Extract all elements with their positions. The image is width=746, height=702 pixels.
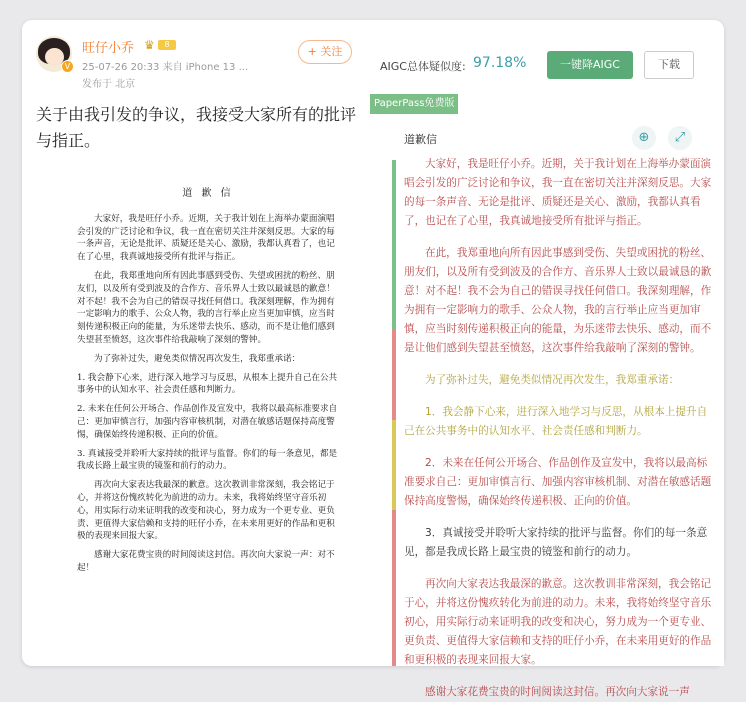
indicator-segment <box>392 330 396 420</box>
zoom-in-icon[interactable]: ⊕ <box>632 126 656 150</box>
letter-paragraph: 在此，我郑重地向所有因此事感到受伤、失望或困扰的粉丝、朋友们，以及所有受到波及的合作方、音乐界人士致以最诚恳的歉意！对不起！我不会为自己的错误寻找任何借口。我深刻理解，作为拥有一定影响力的歌手、公众人物，我的言行举止应当更加审慎，应当时刻传递积极正向的能量，为乐迷带去快乐、感动，而不是让他们感到失望甚至愤怒，这次事件给我敲响了深刻的警钟。 <box>77 270 335 345</box>
doc-paragraph: 在此，我郑重地向所有因此事感到受伤、失望或困扰的粉丝、朋友们，以及所有受到波及的合作方、音乐界人士致以最诚恳的歉意！对不起！我不会为自己的错误寻找任何借口。我深刻理解，作为拥有一定影响力的歌手、公众人物，我的言行举止应当更加审慎，应当时刻传递积极正向的能量，为乐迷带去快乐、感动，而不是让他们感到失望甚至愤怒，这次事件给我敲响了深刻的警钟。 <box>404 247 712 354</box>
letter-paragraph: 3. 真诚接受并聆听大家持续的批评与监督。你们的每一条意见，都是我成长路上最宝贵的镜鉴和前行的动力。 <box>77 448 338 472</box>
letter-paragraph: 1. 我会静下心来，进行深入地学习与反思，从根本上提升自己在公共事务中的认知水平、社会责任感和判断力。 <box>77 372 338 396</box>
indicator-segment <box>392 510 396 666</box>
aigc-detection-panel <box>370 42 724 698</box>
post-meta: 25-07-26 20:33 来自 iPhone 13 ... <box>82 62 249 73</box>
verified-badge-icon: V <box>61 60 74 73</box>
post-location: 发布于 北京 <box>82 79 136 90</box>
apology-letter-image[interactable] <box>77 188 339 658</box>
letter-paragraph: 大家好，我是旺仔小乔。近期，关于我计划在上海举办蒙面演唱会引发的广泛讨论和争议，我一直在密切关注并深刻反思。大家的每一条声音，无论是批评、质疑还是关心、激励，我都认真看了，也记在了心里，我真诚地接受所有批评与指正。 <box>77 213 335 263</box>
weibo-post-card <box>22 20 724 698</box>
aigc-score-value: 97.18% <box>473 55 527 71</box>
doc-paragraph: 大家好，我是旺仔小乔。近期，关于我计划在上海举办蒙面演唱会引发的广泛讨论和争议，我一直在密切关注并深刻反思。大家的每一条声音、无论是批评、质疑还是关心、激励，我都认真看了，也记在了心里，我真诚地接受所有批评与指正。 <box>404 158 712 227</box>
post-text: 关于由我引发的争议，我接受大家所有的批评与指正。 <box>36 105 357 150</box>
indicator-segment <box>392 420 396 510</box>
doc-title: 道歉信 <box>404 133 437 146</box>
download-button[interactable]: 下载 <box>644 51 694 79</box>
aigc-score-label: AIGC总体疑似度: <box>380 60 466 73</box>
doc-paragraph: 1．我会静下心来，进行深入地学习与反思，从根本上提升自己在公共事务中的认知水平、社会责任感和判断力。 <box>404 406 708 437</box>
level-badge: 8 <box>158 40 176 50</box>
paperpass-tag: PaperPass免费版 <box>370 94 458 114</box>
reduce-aigc-button[interactable]: 一键降AIGC <box>547 51 633 79</box>
doc-paragraph: 感谢大家花费宝贵的时间阅读这封信。再次向大家说一声 <box>425 686 690 698</box>
letter-title: 道 歉 信 <box>182 188 234 199</box>
doc-paragraph: 再次向大家表达我最深的歉意。这次教训非常深刻，我会铭记于心，并将这份愧疚转化为前进的动力。未来，我将始终坚守音乐初心，用实际行动来证明我的改变和决心，努力成为一个更专业、更负责、更值得大家信赖和支持的旺仔小乔，在未来用更好的作品和更积极的表现来回报大家。 <box>404 578 712 666</box>
indicator-segment <box>392 160 396 330</box>
fit-page-icon[interactable]: ⤢ <box>668 126 692 150</box>
letter-paragraph: 感谢大家花费宝贵的时间阅读这封信。再次向大家说一声：对不起！ <box>77 550 335 573</box>
letter-paragraph: 再次向大家表达我最深的歉意。这次教训非常深刻，我会铭记于心，并将这份愧疚转化为前进的动力。未来，我将始终坚守音乐初心，用实际行动来证明我的改变和决心，努力成为一个更专业、更负责、更值得大家信赖和支持的旺仔小乔，在未来用更好的作品和更积极的表现来回报大家。 <box>77 480 335 542</box>
similarity-indicator-bar <box>392 160 396 666</box>
letter-paragraph: 2. 未来在任何公开场合、作品创作及宣发中，我将以最高标准要求自己：更加审慎言行，加强内容审核机制，对潜在敏感话题保持高度警惕，确保始终传递积极、正向的价值。 <box>77 404 338 440</box>
detection-document <box>404 130 714 698</box>
crown-icon: ♛ <box>144 38 155 52</box>
letter-paragraph: 为了弥补过失，避免类似情况再次发生，我郑重承诺： <box>94 353 301 364</box>
doc-paragraph: 为了弥补过失，避免类似情况再次发生，我郑重承诺： <box>425 374 680 386</box>
doc-paragraph: 3．真诚接受并聆听大家持续的批评与监督。你们的每一条意见，都是我成长路上最宝贵的镜鉴和前行的动力。 <box>404 527 708 558</box>
username[interactable]: 旺仔小乔 <box>82 41 135 56</box>
doc-paragraph: 2．未来在任何公开场合、作品创作及宣发中，我将以最高标准要求自己：更加审慎言行、加强内容审核机制、对潜在敏感话题保持高度警惕，确保始终传递积极、正向的价值。 <box>404 457 712 507</box>
follow-button[interactable]: + 关注 <box>298 40 352 64</box>
